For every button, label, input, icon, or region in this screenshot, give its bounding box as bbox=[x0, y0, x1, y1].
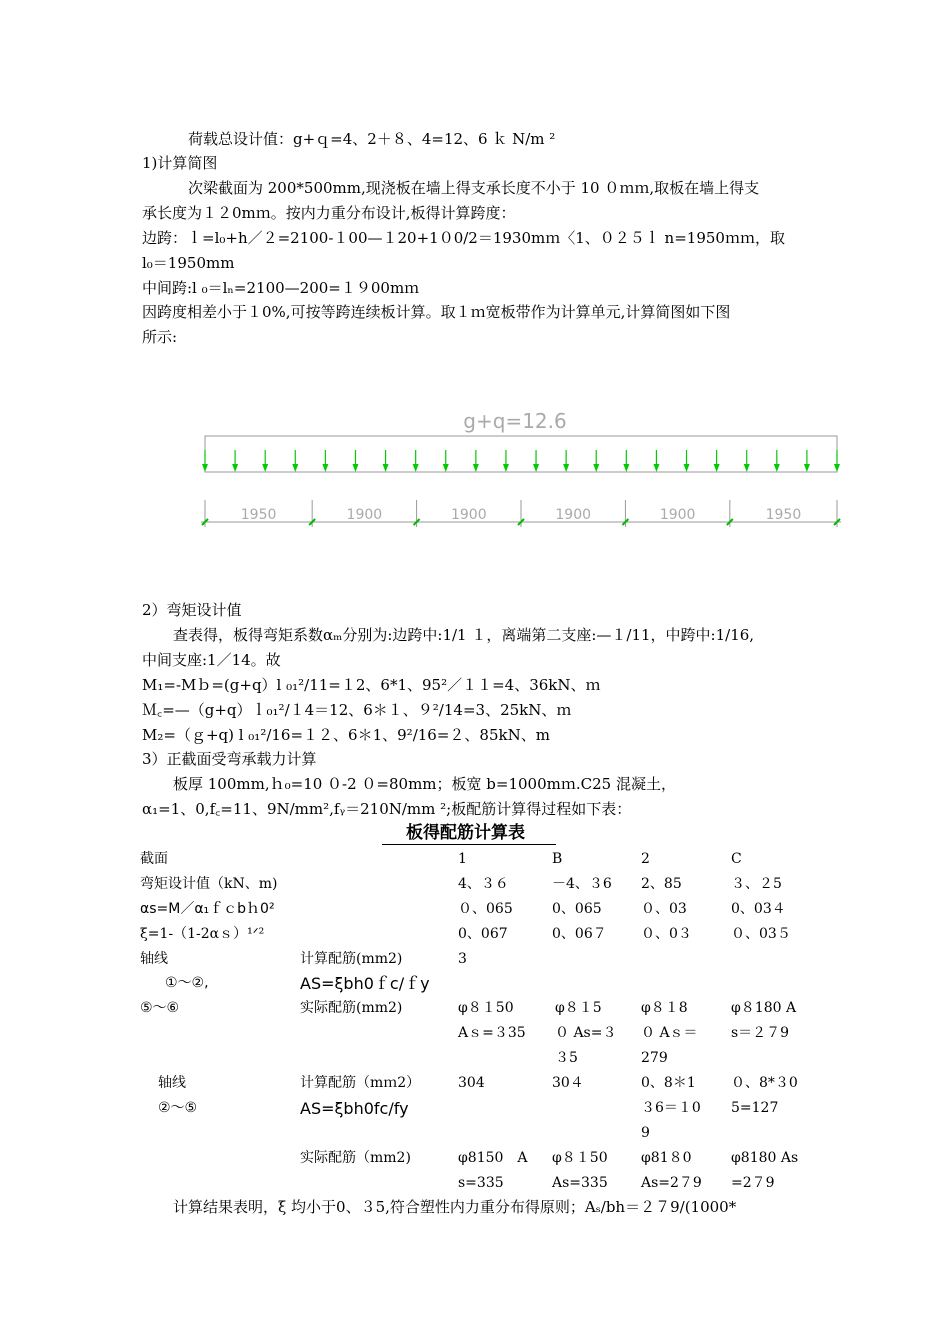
span-label: 1900 bbox=[450, 507, 487, 523]
para-middle-span: 中间跨:l ₀＝lₙ=2100—200=１９00mｍ bbox=[142, 279, 420, 297]
load-arrow bbox=[322, 450, 328, 472]
axis1-actual-2c: ３5 bbox=[555, 1050, 578, 1066]
table-title: 板得配筋计算表 bbox=[382, 822, 556, 845]
axis1-calc-label: 计算配筋(mm2) bbox=[300, 951, 403, 967]
load-arrow bbox=[413, 450, 419, 472]
axis2-actual-label: 实际配筋（mm2) bbox=[300, 1150, 411, 1166]
moment-label: 弯矩设计值（kN、m) bbox=[140, 876, 278, 892]
xi-val-3: ０、0３ bbox=[641, 926, 692, 942]
load-arrow bbox=[292, 450, 298, 472]
load-arrow bbox=[804, 450, 810, 472]
alpha-val-1: ０、065 bbox=[458, 901, 513, 917]
axis2-calc-label: 计算配筋（mｍ2） bbox=[300, 1075, 421, 1091]
axis1-range-b: ⑤～⑥ bbox=[140, 1000, 180, 1016]
span-label: 1950 bbox=[240, 507, 277, 523]
header-col-3: 2 bbox=[641, 851, 650, 867]
load-arrow bbox=[383, 450, 389, 472]
para-slab-thickness: 板厚 100mm,ｈ₀=10 ０-2 ０=80mm；板宽 b=1000mｍ.C25 混凝土， bbox=[173, 775, 676, 793]
formula-mc: Ｍ꜀=—（g+q）ｌ₀₁²/１4＝12、6＊１、９²/14=3、25kN、ｍ bbox=[142, 701, 572, 719]
axis1-label: 轴线 bbox=[140, 951, 168, 967]
axis2-actual-1b: s=335 bbox=[458, 1175, 504, 1191]
span-label: 1900 bbox=[659, 507, 696, 523]
line-load-total: 荷载总设计值：g+ｑ=4、2＋８、4=12、6 ｋ N/m ² bbox=[188, 130, 556, 148]
span-dimensions bbox=[201, 500, 841, 527]
header-col-4: C bbox=[731, 851, 742, 867]
xi-label: ξ=1-（1-2αｓ）¹ᐟ² bbox=[140, 926, 265, 942]
load-arrow bbox=[443, 450, 449, 472]
axis2-actual-3a: φ81８0 bbox=[641, 1150, 692, 1166]
load-arrow bbox=[834, 450, 840, 472]
axis2-calc-4b: 5=127 bbox=[731, 1100, 779, 1116]
xi-val-2: 0、06７ bbox=[552, 926, 607, 942]
load-arrow bbox=[262, 450, 268, 472]
header-label: 截面 bbox=[140, 851, 168, 867]
para-conclusion: 计算结果表明，ξ 均小于0、３5,符合塑性内力重分布得原则；Aₛ/bh＝２７9/(1000* bbox=[173, 1198, 737, 1216]
formula-m1: M₁=-Mｂ=(g+q）l ₀₁²/11=１2、6*1、95²／１１=4、36kN、ｍ bbox=[142, 676, 601, 694]
axis2-actual-2a: φ８１50 bbox=[552, 1150, 608, 1166]
heading-moment: 2）弯矩设计值 bbox=[142, 601, 242, 619]
axis2-calc-3a: 0、8＊1 bbox=[641, 1075, 696, 1091]
axis2-actual-3b: As=2７9 bbox=[641, 1175, 702, 1191]
para-shown: 所示: bbox=[142, 328, 178, 346]
axis1-actual-label: 实际配筋(mm2) bbox=[300, 1000, 403, 1016]
axis2-calc-1: 304 bbox=[458, 1075, 485, 1091]
moment-val-2: －4、３6 bbox=[552, 876, 612, 892]
alpha-val-2: 0、065 bbox=[552, 901, 602, 917]
load-arrow bbox=[202, 450, 208, 472]
axis1-calc-val: 3 bbox=[458, 951, 467, 967]
heading-flexural: 3）正截面受弯承载力计算 bbox=[142, 750, 317, 768]
heading-calc-diagram: 1)计算简图 bbox=[142, 154, 218, 172]
para-end-span: 边跨：ｌ=l₀+h／２=2100-１00—１20+1０0/2＝1930mｍ〈1、０２５ｌ n=1950ｍｍ，取 bbox=[142, 229, 785, 247]
moment-val-3: 2、85 bbox=[641, 876, 682, 892]
load-arrow bbox=[593, 450, 599, 472]
span-label: 1900 bbox=[346, 507, 383, 523]
axis2-calc-3c: 9 bbox=[641, 1125, 650, 1141]
axis2-calc-2: 30４ bbox=[552, 1075, 584, 1091]
load-arrow bbox=[714, 450, 720, 472]
axis2-label: 轴线 bbox=[158, 1075, 186, 1091]
axis2-actual-4b: =2７9 bbox=[731, 1175, 775, 1191]
axis1-actual-2b: ０ As=３ bbox=[555, 1025, 617, 1041]
load-arrow bbox=[563, 450, 569, 472]
axis2-actual-4a: φ8180 As bbox=[731, 1150, 799, 1166]
load-arrow bbox=[744, 450, 750, 472]
load-arrow bbox=[623, 450, 629, 472]
load-box bbox=[205, 436, 837, 472]
axis2-calc-formula: AS=ξbh0fc/fy bbox=[300, 1099, 409, 1118]
axis1-range-a: ①～②, bbox=[165, 975, 209, 991]
moment-val-1: 4、３６ bbox=[458, 876, 509, 892]
para-moment-coef: 查表得，板得弯矩系数αₘ分别为:边跨中:1/1 １，离端第二支座:—１/11，中跨中:1/16, bbox=[173, 626, 755, 644]
axis1-actual-3a: φ８１8 bbox=[641, 1000, 688, 1016]
moment-val-4: ３、２5 bbox=[731, 876, 782, 892]
axis2-range: ②～⑤ bbox=[158, 1100, 198, 1116]
para-end-span-result: l₀＝1950mm bbox=[142, 254, 235, 272]
xi-val-4: ０、03５ bbox=[731, 926, 791, 942]
load-arrow bbox=[352, 450, 358, 472]
alpha-label: αs=M／α₁ｆｃbｈ0² bbox=[140, 901, 275, 917]
load-arrow bbox=[774, 450, 780, 472]
para-beam-section: 次梁截面为 200*500mm,现浇板在墙上得支承长度不小于 10 ０ｍｍ,取板在墙上得支 bbox=[188, 179, 760, 197]
header-col-2: B bbox=[552, 851, 563, 867]
xi-val-1: 0、067 bbox=[458, 926, 508, 942]
axis2-calc-3b: ３6＝１0 bbox=[641, 1100, 701, 1116]
load-arrow bbox=[503, 450, 509, 472]
axis1-actual-1a: φ８１50 bbox=[458, 1000, 514, 1016]
load-arrows bbox=[202, 450, 840, 472]
axis2-calc-4a: ０、8*３0 bbox=[731, 1075, 798, 1091]
para-support-length: 承长度为１２0mｍ。按内力重分布设计,板得计算跨度： bbox=[142, 204, 516, 222]
axis1-actual-4a: φ８180 A bbox=[731, 1000, 797, 1016]
para-equal-span: 因跨度相差小于１0%,可按等跨连续板计算。取１ｍ宽板带作为计算单元,计算简图如下图 bbox=[142, 303, 731, 321]
para-middle-support: 中间支座:1／14。故 bbox=[142, 651, 281, 669]
load-arrow bbox=[653, 450, 659, 472]
load-arrow bbox=[684, 450, 690, 472]
axis1-actual-1b: Aｓ=３35 bbox=[458, 1025, 526, 1041]
load-diagram bbox=[195, 400, 855, 540]
alpha-val-4: 0、03４ bbox=[731, 901, 786, 917]
span-label: 1950 bbox=[765, 507, 802, 523]
axis2-actual-2b: As=335 bbox=[552, 1175, 608, 1191]
load-label: g+q=12.6 bbox=[463, 409, 567, 433]
load-arrow bbox=[533, 450, 539, 472]
load-arrow bbox=[232, 450, 238, 472]
axis2-actual-1a: φ8150 A bbox=[458, 1150, 528, 1166]
span-label: 1900 bbox=[555, 507, 592, 523]
axis1-calc-formula: AS=ξbh0ｆc/ｆy bbox=[300, 974, 430, 993]
para-material: α₁=1、0,f꜀=11、9N/mm²,fᵧ＝210N/mm ²;板配筋计算得过程如下表： bbox=[142, 800, 632, 818]
header-col-1: 1 bbox=[458, 851, 467, 867]
formula-m2: M₂=（ｇ+q) l ₀₁²/16=１２、6＊1、9²/16=２、85kN、m bbox=[142, 726, 550, 744]
axis1-actual-3b: ０ Aｓ＝ bbox=[641, 1025, 698, 1041]
alpha-val-3: ０、03 bbox=[641, 901, 687, 917]
axis1-actual-4b: s＝２７9 bbox=[731, 1025, 790, 1041]
axis1-actual-3c: 279 bbox=[641, 1050, 668, 1066]
load-arrow bbox=[473, 450, 479, 472]
axis1-actual-2a: φ８１5 bbox=[555, 1000, 602, 1016]
